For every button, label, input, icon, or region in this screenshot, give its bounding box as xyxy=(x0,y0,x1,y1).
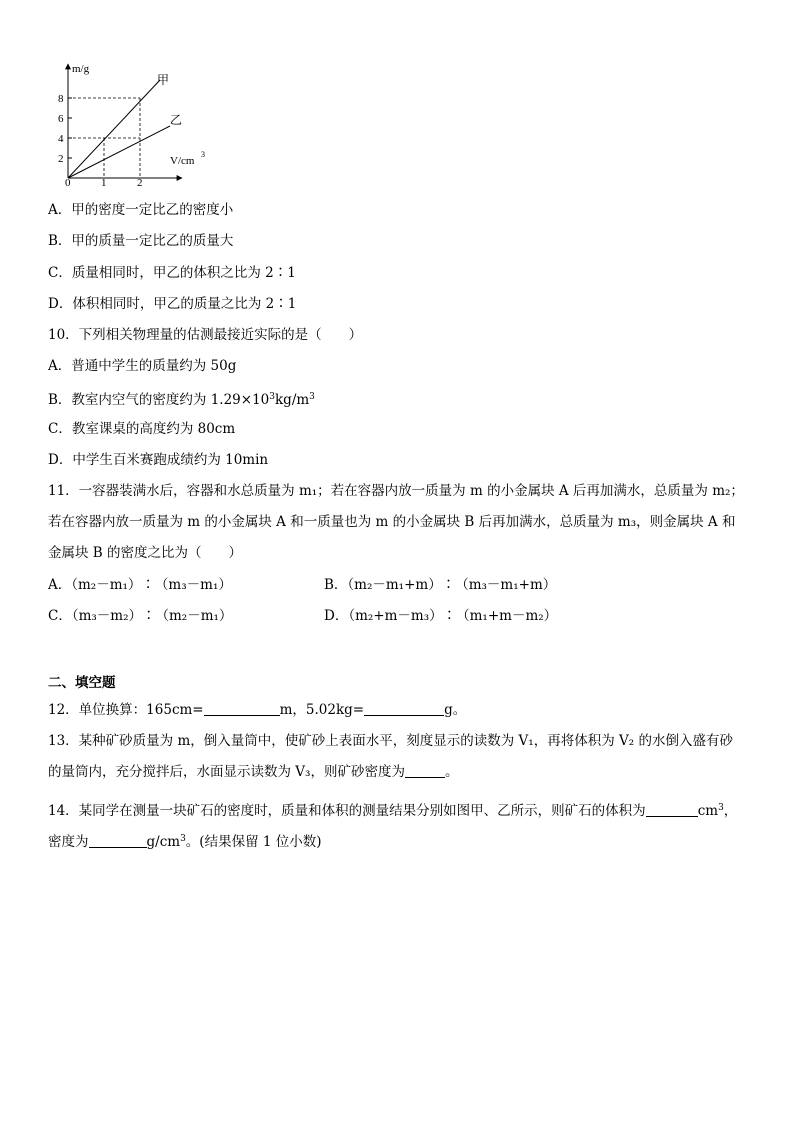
q12-blank-1[interactable] xyxy=(204,702,280,716)
q14-line1-sup: 3 xyxy=(718,803,724,813)
q14-line2-sup: 3 xyxy=(180,834,186,844)
q11-stem-line1: 11．一容器装满水后，容器和水总质量为 m₁；若在容器内放一质量为 m 的小金属块 A 后再加满水，总质量为 m₂； xyxy=(48,483,744,499)
y-tick-6: 6 xyxy=(58,113,64,125)
q11-stem-line3: 金属块 B 的密度之比为（ ） xyxy=(48,545,243,561)
q13-blank[interactable] xyxy=(405,764,445,778)
q13-line1: 13．某种矿砂质量为 m，倒入量筒中，使矿砂上表面水平，刻度显示的读数为 V₁，再将体积为 V₂ 的水倒入盛有砂 xyxy=(48,733,733,749)
q14-line2-unit: g/cm xyxy=(146,834,181,850)
q10-option-c: C．教室课桌的高度约为 80cm xyxy=(48,421,236,437)
q9-option-a: A．甲的密度一定比乙的密度小 xyxy=(48,202,234,218)
q9-option-b: B．甲的质量一定比乙的质量大 xyxy=(48,233,234,249)
q14-line1 xyxy=(48,800,737,819)
q14-line1-post: ， xyxy=(723,803,738,819)
series-yi-line xyxy=(68,126,170,178)
q12 xyxy=(48,702,466,718)
mass-volume-graph xyxy=(58,58,218,188)
q10-b-sup2: 3 xyxy=(309,392,315,402)
x-axis-label: V/cm xyxy=(170,155,195,167)
q10-b-pre: B．教室内空气的密度约为 1.29×10 xyxy=(48,392,270,408)
q11-option-c: C．（m₃－m₂）∶（m₂－m₁） xyxy=(48,608,233,624)
q10-b-mid: kg/m xyxy=(275,392,310,408)
section-heading: 二、填空题 xyxy=(48,675,116,691)
q14-blank-volume[interactable] xyxy=(646,803,698,817)
q9-option-c: C．质量相同时，甲乙的体积之比为 2∶1 xyxy=(48,265,296,281)
q14-line2-pre: 密度为 xyxy=(48,834,89,850)
q10-option-a: A．普通中学生的质量约为 50g xyxy=(48,358,237,374)
q14-line2-post: 。(结果保留 1 位小数) xyxy=(185,834,322,850)
q10-b-sup1: 3 xyxy=(269,392,275,402)
origin-label: 0 xyxy=(65,177,71,188)
q12-post: g。 xyxy=(444,702,467,718)
series-yi-label: 乙 xyxy=(170,113,183,127)
q11-option-d: D．（m₂+m－m₃）∶（m₁+m－m₂） xyxy=(324,608,558,624)
q10-option-d: D．中学生百米赛跑成绩约为 10min xyxy=(48,452,269,468)
q12-pre: 12．单位换算：165cm= xyxy=(48,702,204,718)
x-tick-2: 2 xyxy=(137,177,143,188)
series-jia-label: 甲 xyxy=(157,73,170,87)
q13-line2-pre: 的量筒内，充分搅拌后，水面显示读数为 V₃，则矿砂密度为 xyxy=(48,764,405,780)
y-tick-8: 8 xyxy=(58,93,64,105)
q10-stem: 10．下列相关物理量的估测最接近实际的是（ ） xyxy=(48,327,363,343)
q9-option-d: D．体积相同时，甲乙的质量之比为 2∶1 xyxy=(48,296,297,312)
q13-line2 xyxy=(48,764,458,780)
q14-line1-unit: cm xyxy=(697,803,719,819)
q11-stem-line2: 若在容器内放一质量为 m 的小金属块 A 和一质量也为 m 的小金属块 B 后再加满水，总质量为 m₃，则金属块 A 和 xyxy=(48,514,736,530)
x-tick-1: 1 xyxy=(101,177,107,188)
q12-mid: m，5.02kg= xyxy=(279,702,365,718)
y-axis-label: m/g xyxy=(72,63,90,75)
y-tick-4: 4 xyxy=(58,133,64,145)
q14-line2 xyxy=(48,831,322,850)
q14-line1-pre: 14．某同学在测量一块矿石的密度时，质量和体积的测量结果分别如图甲、乙所示，则矿石的体积为 xyxy=(48,803,646,819)
series-jia-line xyxy=(68,80,160,178)
x-axis-label-sup: 3 xyxy=(201,150,205,159)
q11-option-a: A．（m₂－m₁）∶（m₃－m₁） xyxy=(48,577,232,593)
y-tick-2: 2 xyxy=(58,153,64,165)
q14-blank-density[interactable] xyxy=(89,834,147,848)
q12-blank-2[interactable] xyxy=(364,702,444,716)
q11-option-b: B．（m₂－m₁+m）∶（m₃－m₁+m） xyxy=(324,577,557,593)
q13-line2-post: 。 xyxy=(444,764,459,780)
q10-option-b xyxy=(48,389,315,408)
